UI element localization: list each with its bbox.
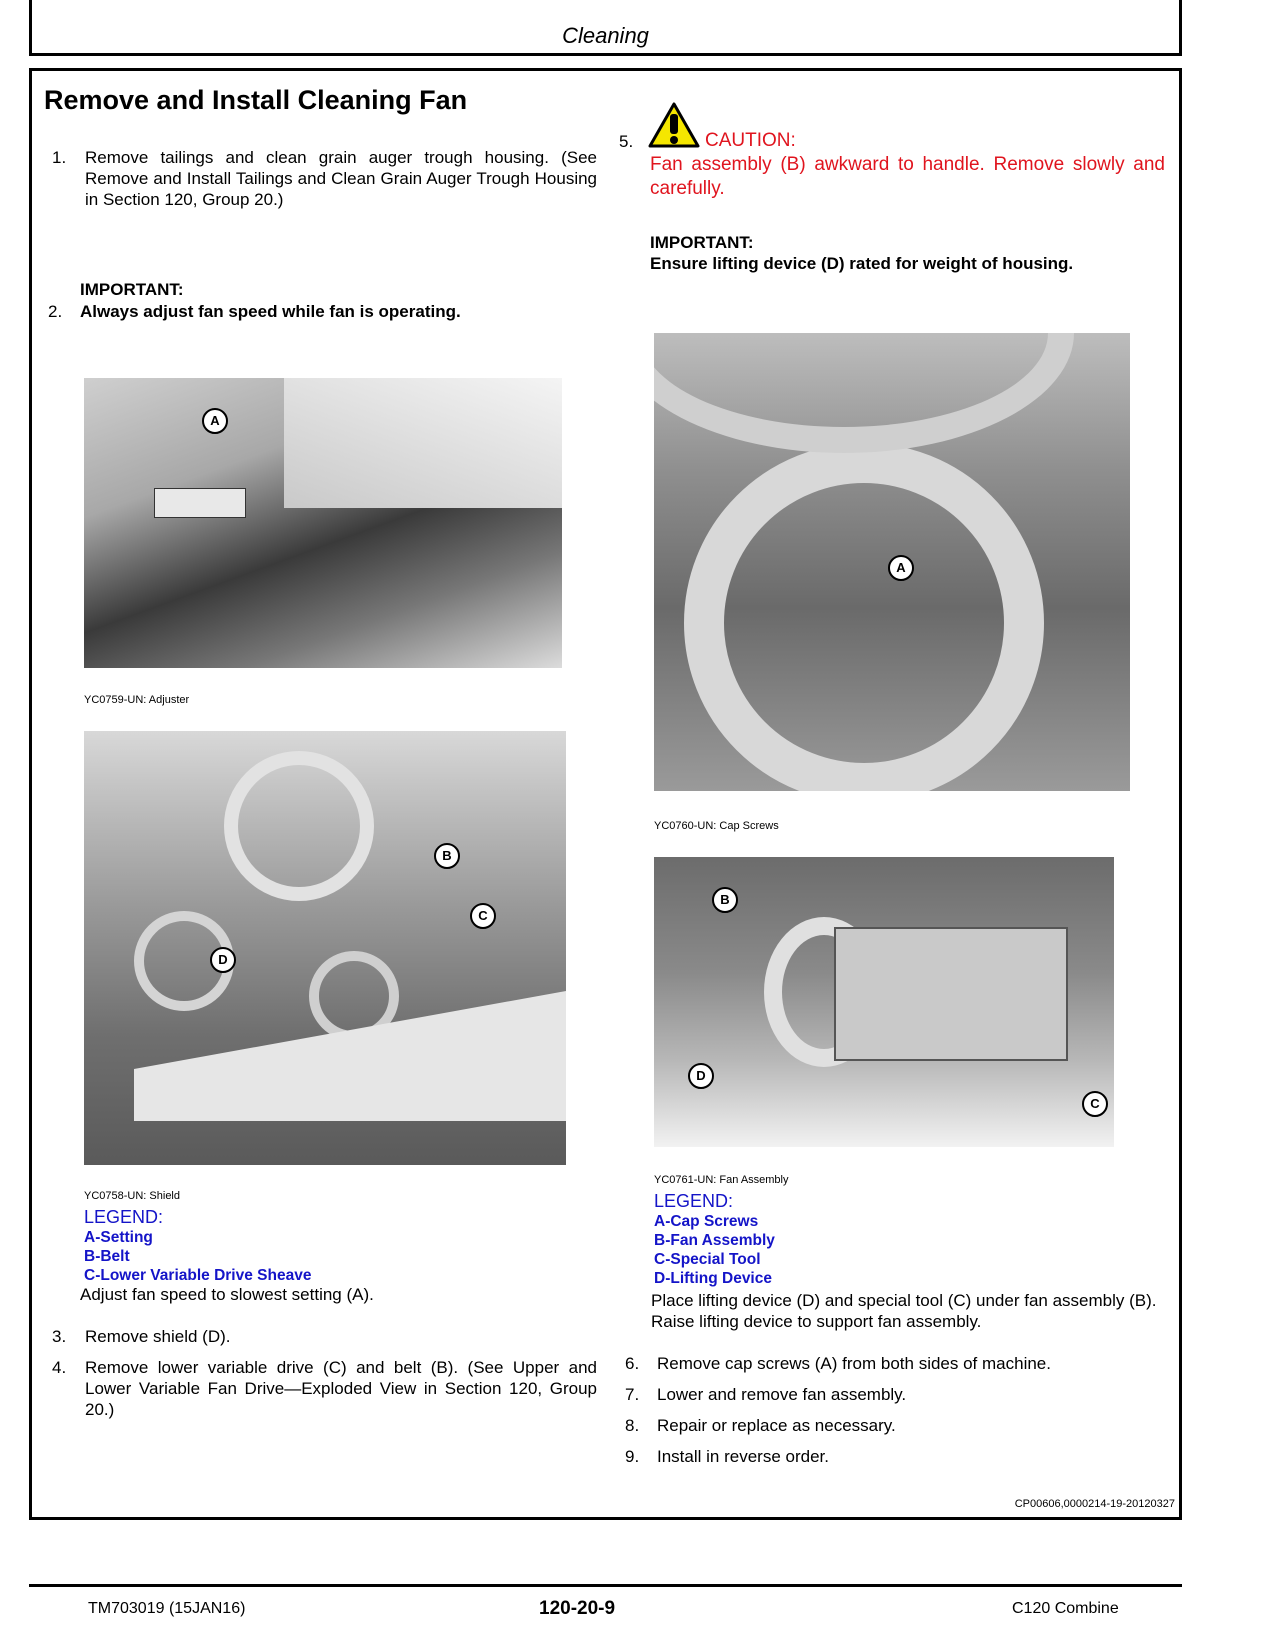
figure-caption: YC0759-UN: Adjuster	[84, 694, 190, 706]
step-5-followup: Place lifting device (D) and special tool (C) under fan assembly (B). Raise lifting device to support fan assembly.	[651, 1291, 1157, 1331]
step-text: Lower and remove fan assembly.	[657, 1385, 907, 1404]
footer-product: C120 Combine	[1012, 1600, 1119, 1617]
photo-fan-assembly	[654, 857, 1114, 1147]
legend-item: A-Setting	[84, 1229, 153, 1246]
figure-caption: YC0758-UN: Shield	[84, 1190, 180, 1202]
step-2-followup: Adjust fan speed to slowest setting (A).	[80, 1285, 374, 1304]
callout-d: D	[688, 1063, 714, 1089]
callout-c: C	[1082, 1091, 1108, 1117]
step-8	[625, 1415, 1170, 1437]
legend-item: B-Fan Assembly	[654, 1232, 775, 1249]
step-4	[52, 1357, 597, 1427]
footer-manual-id: TM703019 (15JAN16)	[88, 1600, 246, 1617]
step-text: Remove tailings and clean grain auger trough housing. (See Remove and Install Tailings and Clean Grain Auger Trough Housing in Section 120, Group 20.)	[85, 148, 597, 209]
photo-adjuster	[84, 378, 562, 668]
step-7	[625, 1384, 1170, 1406]
step-number: 4.	[52, 1358, 67, 1377]
callout-d: D	[210, 947, 236, 973]
step-text: Remove shield (D).	[85, 1327, 231, 1346]
step-number: 3.	[52, 1327, 67, 1346]
legend-title: LEGEND:	[84, 1207, 164, 1227]
step-number: 9.	[625, 1447, 640, 1466]
legend-item: A-Cap Screws	[654, 1213, 759, 1230]
step-3	[52, 1326, 597, 1348]
figure-caption: YC0761-UN: Fan Assembly	[654, 1174, 789, 1186]
important-label: IMPORTANT:	[650, 233, 754, 252]
important-text: Ensure lifting device (D) rated for weight of housing.	[650, 254, 1074, 273]
step-6	[625, 1353, 1170, 1375]
callout-a: A	[888, 555, 914, 581]
step-number: 1.	[52, 148, 67, 167]
legend-item: C-Lower Variable Drive Sheave	[84, 1267, 312, 1284]
step-5-number: 5.	[619, 132, 634, 151]
step-text: Remove cap screws (A) from both sides of machine.	[657, 1354, 1051, 1373]
caution-text: Fan assembly (B) awkward to handle. Remove slowly and carefully.	[650, 154, 1165, 199]
step-text: Install in reverse order.	[657, 1447, 829, 1466]
legend-item: B-Belt	[84, 1248, 130, 1265]
figure-caption: YC0760-UN: Cap Screws	[654, 820, 779, 832]
photo-shield	[84, 731, 566, 1165]
step-text: Always adjust fan speed while fan is operating.	[80, 302, 461, 321]
warning-triangle-icon	[648, 102, 700, 148]
step-9	[625, 1446, 1170, 1468]
section-title: Cleaning	[562, 23, 649, 48]
legend-item: C-Special Tool	[654, 1251, 761, 1268]
caution-label: CAUTION:	[705, 130, 796, 151]
callout-b: B	[434, 843, 460, 869]
step-number: 2.	[48, 302, 63, 321]
document-id: CP00606,0000214-19-20120327	[1014, 1498, 1175, 1510]
footer-page-number: 120-20-9	[539, 1598, 616, 1619]
step-number: 7.	[625, 1385, 640, 1404]
page-header	[29, 0, 1182, 56]
callout-b: B	[712, 887, 738, 913]
step-1	[52, 147, 597, 217]
callout-c: C	[470, 903, 496, 929]
step-text: Repair or replace as necessary.	[657, 1416, 896, 1435]
callout-a: A	[202, 408, 228, 434]
step-2	[48, 301, 588, 323]
photo-cap-screws	[654, 333, 1130, 791]
legend-item: D-Lifting Device	[654, 1270, 772, 1287]
footer-divider	[29, 1584, 1182, 1587]
legend-list	[654, 1212, 775, 1288]
step-number: 6.	[625, 1354, 640, 1373]
legend-list	[84, 1228, 311, 1285]
legend-title: LEGEND:	[654, 1191, 734, 1211]
page-title: Remove and Install Cleaning Fan	[44, 85, 468, 115]
step-number: 8.	[625, 1416, 640, 1435]
step-text: Remove lower variable drive (C) and belt (B). (See Upper and Lower Variable Fan Drive—Exploded View in Section 120, Group 20.)	[85, 1358, 597, 1419]
important-label: IMPORTANT:	[80, 280, 184, 299]
